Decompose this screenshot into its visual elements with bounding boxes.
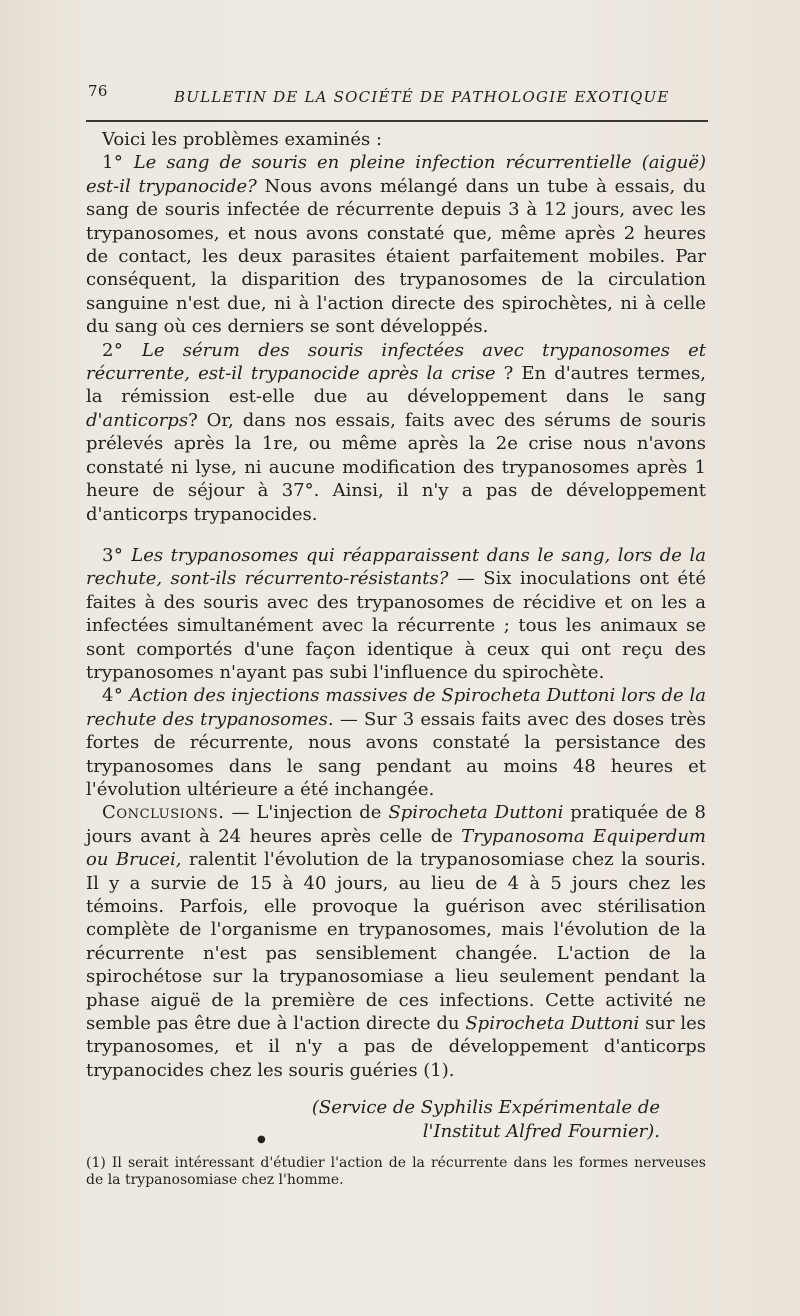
question-1-title: Le sang de souris en pleine infection récurrentielle (aiguë) est-il trypanocide?: [86, 152, 706, 197]
question-4-paragraph: [86, 684, 706, 801]
question-3-label: 3°: [102, 544, 132, 566]
attribution: [86, 1096, 706, 1143]
page-number: 76: [88, 82, 108, 100]
page-header: [88, 82, 708, 112]
attribution-line-2: l'Institut Alfred Fournier).: [422, 1120, 660, 1142]
attribution-line-1: (Service de Syphilis Expérimentale de: [311, 1097, 660, 1119]
question-4-text: — Sur 3 essais faits avec des doses très fortes de récurrente, nous avons constaté la persistance des trypanosomes dans le sang pendant au moins 48 heures et l'évolution ultérieure a été inchangée.: [86, 708, 706, 800]
page-body: [86, 120, 706, 1143]
question-2-italic: d'anticorps: [86, 409, 189, 431]
question-3-paragraph: [86, 544, 706, 684]
question-3-title: Les trypanosomes qui réapparaissent dans le sang, lors de la rechute, sont-ils récurrento-résistants?: [86, 544, 707, 590]
running-title: BULLETIN DE LA SOCIÉTÉ DE PATHOLOGIE EXOTIQUE: [174, 88, 670, 106]
conclusions-label: Conclusions.: [102, 802, 225, 824]
conclusions-text-b: pratiquée de 8 jours avant à 24 heures après celle de: [86, 802, 707, 847]
question-2-text-b: ? Or, dans nos essais, faits avec des sérums de souris prélevés après la 1re, ou même après la 2e crise nous n'avons constaté ni lyse, ni aucune modification des trypanosomes après 1 heure de séjour à 37°. Ainsi, il n'y a pas de développement d'anticorps trypanocides.: [86, 409, 706, 525]
question-4-label: 4°: [102, 685, 130, 707]
question-2-text-a: ? En d'autres termes, la rémission est-elle due au développement dans le sang: [86, 363, 707, 408]
separator-dot-icon: ●: [257, 1134, 266, 1145]
paragraph-gap: [86, 526, 706, 544]
conclusions-paragraph: [86, 801, 706, 1082]
conclusions-italic-3: Spirocheta Duttoni: [465, 1013, 640, 1035]
footnote: [86, 1155, 706, 1189]
question-3-text: — Six inoculations ont été faites à des souris avec des trypanosomes de récidive et on les a infectées simultanément avec la récurrente ; tous les animaux se sont comportés d'une façon identique à ceux qui ont reçu des trypanosomes n'ayant pas subi l'influence du spirochète.: [86, 568, 706, 683]
conclusions-text-c: ralentit l'évolution de la trypanosomiase chez la souris. Il y a survie de 15 à 40 jours, au lieu de 4 à 5 jours chez les témoins. Parfois, elle provoque la guérison avec stérilisation complète de l'organisme en trypanosomes, mais l'évolution de la récurrente n'est pas sensiblement changée. L'action de la spirochétose sur la trypanosomiase a lieu seulement pendant la phase aiguë de la première de ces infections. Cette activité ne semble pas être due à l'action directe du: [86, 849, 706, 1035]
conclusions-text-d: sur les trypanosomes, et il n'y a pas de développement d'anticorps trypanocides chez les souris guéries (1).: [86, 1013, 706, 1081]
intro-paragraph: [86, 128, 706, 151]
conclusions-text-a: — L'injection de: [224, 802, 389, 824]
question-4-title: Action des injections massives de Spirocheta Duttoni lors de la rechute des trypanosomes.: [86, 685, 706, 730]
question-1-paragraph: [86, 151, 706, 338]
question-2-label: 2°: [102, 339, 142, 361]
conclusions-italic-1: Spirocheta Duttoni: [388, 802, 564, 824]
conclusions-italic-2: Trypanosoma Equiperdum ou Brucei,: [86, 825, 706, 871]
question-2-title: Le sérum des souris infectées avec trypanosomes et récurrente, est-il trypanocide après la crise: [86, 339, 706, 385]
footnote-text: (1) Il serait intéressant d'étudier l'action de la récurrente dans les formes nerveuses de la trypanosomiase chez l'homme.: [86, 1155, 706, 1188]
question-1-label: 1°: [102, 152, 134, 174]
intro-text: Voici les problèmes examinés :: [102, 129, 383, 150]
question-2-paragraph: [86, 339, 706, 526]
question-1-text: Nous avons mélangé dans un tube à essais, du sang de souris infectée de récurrente depuis 3 à 12 jours, avec les trypanosomes, et nous avons constaté que, même après 2 heures de contact, les deux parasites étaient parfaitement mobiles. Par conséquent, la disparition des trypanosomes de la circulation sanguine n'est due, ni à l'action directe des spirochètes, ni à celle du sang où ces derniers se sont développés.: [86, 175, 707, 338]
